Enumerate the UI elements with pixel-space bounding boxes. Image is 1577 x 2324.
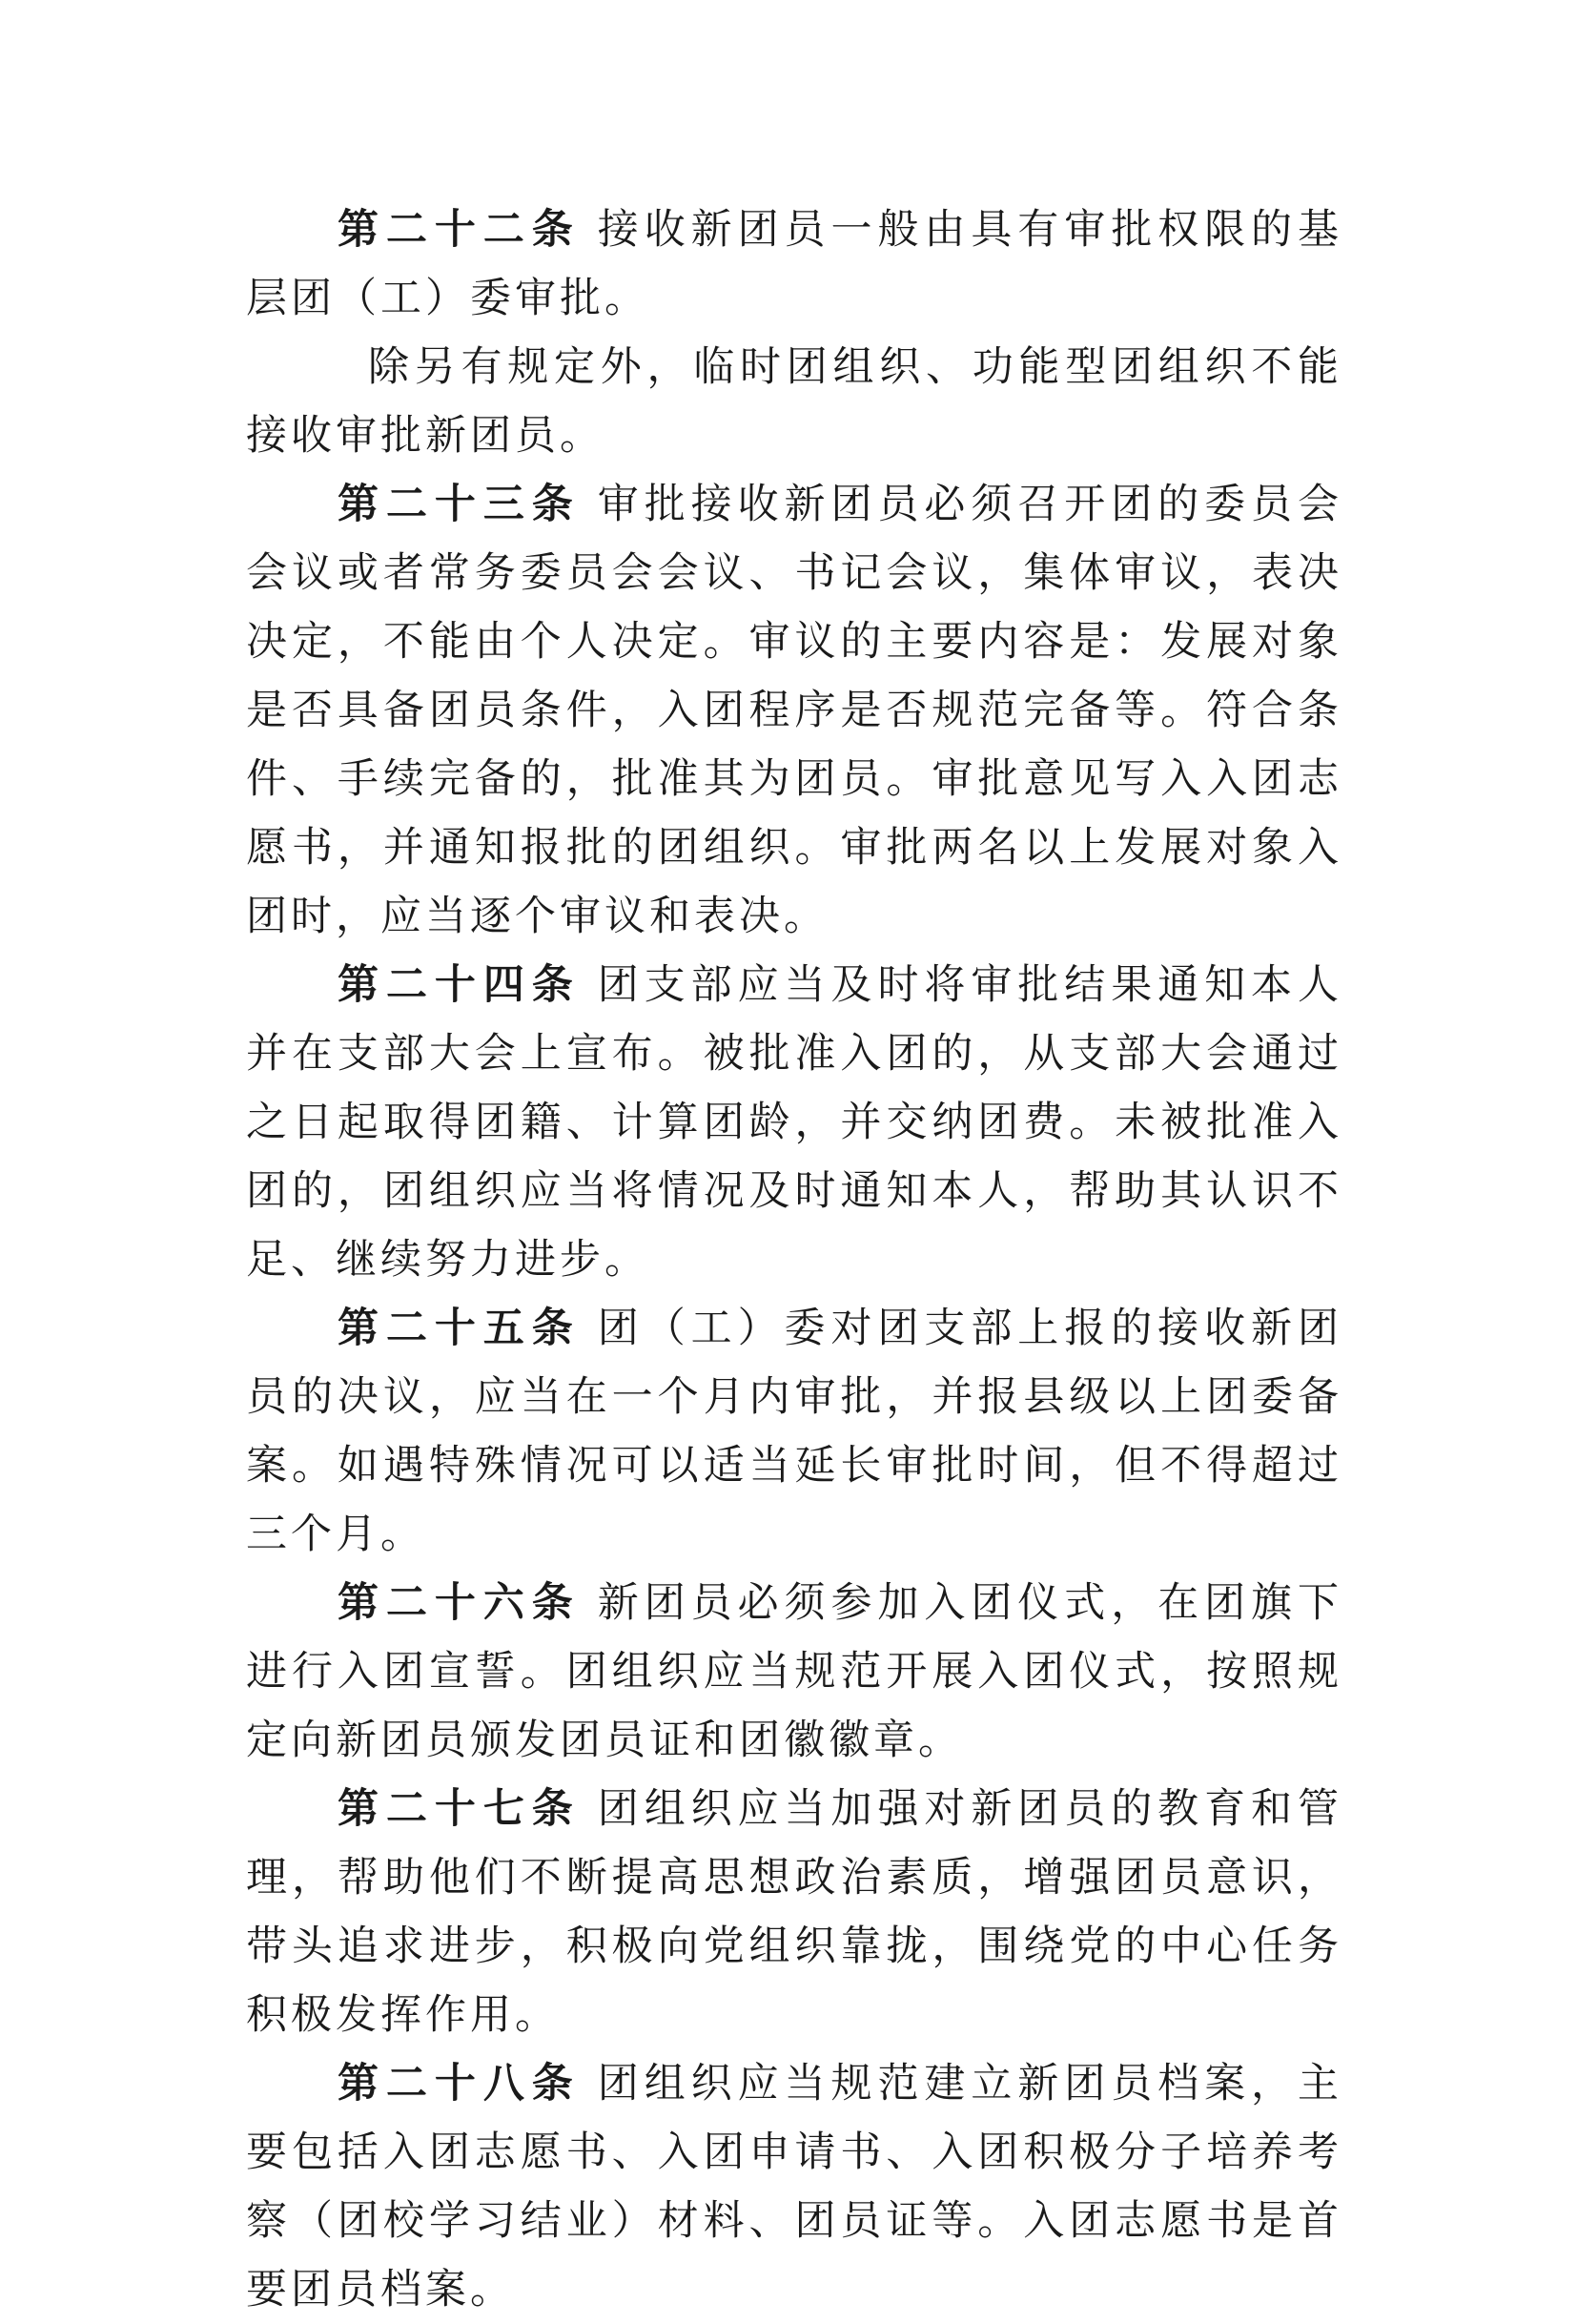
article-label: 第二十六条 bbox=[338, 1579, 581, 1627]
article-text: 团支部应当及时将审批结果通知本人并在支部大会上宣布。被批准入团的，从支部大会通过之日起取得团籍、计算团龄，并交纳团费。未被批准入团的，团组织应当将情况及时通知本人，帮助其认识不足、继续努力进步。 bbox=[246, 961, 1342, 1284]
article-27 bbox=[246, 1775, 1342, 2049]
article-26 bbox=[246, 1569, 1342, 1775]
article-text: 除另有规定外，临时团组织、功能型团组织不能接收审批新团员。 bbox=[246, 343, 1342, 460]
article-28 bbox=[246, 2049, 1342, 2324]
article-22-paragraph-2 bbox=[246, 333, 1342, 470]
article-label: 第二十七条 bbox=[338, 1785, 581, 1833]
article-text: 团组织应当规范建立新团员档案，主要包括入团志愿书、入团申请书、入团积极分子培养考察（团校学习结业）材料、团员证等。入团志愿书是首要团员档案。 bbox=[246, 2060, 1342, 2314]
article-25 bbox=[246, 1294, 1342, 1569]
article-text: 团组织应当加强对新团员的教育和管理，帮助他们不断提高思想政治素质，增强团员意识，带头追求进步，积极向党组织靠拢，围绕党的中心任务积极发挥作用。 bbox=[246, 1785, 1342, 2039]
article-text: 团（工）委对团支部上报的接收新团员的决议，应当在一个月内审批，并报县级以上团委备案。如遇特殊情况可以适当延长审批时间，但不得超过三个月。 bbox=[246, 1305, 1342, 1558]
article-text: 新团员必须参加入团仪式，在团旗下进行入团宣誓。团组织应当规范开展入团仪式，按照规定向新团员颁发团员证和团徽徽章。 bbox=[246, 1579, 1342, 1764]
article-24 bbox=[246, 951, 1342, 1294]
article-label: 第二十五条 bbox=[338, 1305, 581, 1352]
article-23 bbox=[246, 470, 1342, 951]
article-label: 第二十八条 bbox=[338, 2060, 581, 2108]
article-label: 第二十二条 bbox=[338, 206, 581, 254]
article-label: 第二十四条 bbox=[338, 961, 581, 1009]
article-text: 接收新团员一般由具有审批权限的基层团（工）委审批。 bbox=[246, 206, 1342, 322]
article-22 bbox=[246, 195, 1342, 333]
article-text: 审批接收新团员必须召开团的委员会会议或者常务委员会会议、书记会议，集体审议，表决决定，不能由个人决定。审议的主要内容是：发展对象是否具备团员条件，入团程序是否规范完备等。符合条件、手续完备的，批准其为团员。审批意见写入入团志愿书，并通知报批的团组织。审批两名以上发展对象入团时，应当逐个审议和表决。 bbox=[246, 481, 1342, 940]
document-body bbox=[246, 195, 1342, 2324]
article-label: 第二十三条 bbox=[338, 481, 581, 528]
